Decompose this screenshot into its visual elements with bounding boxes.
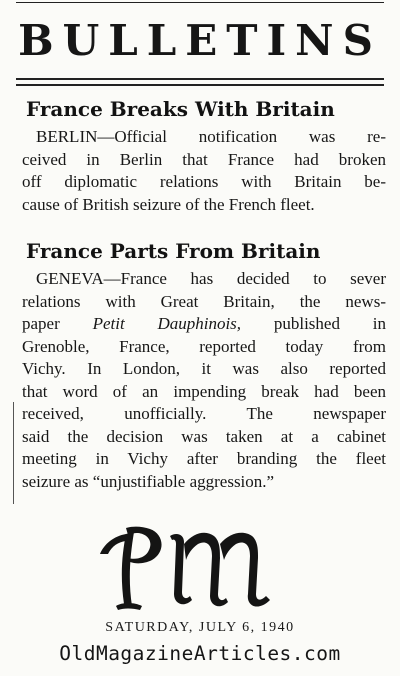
body-line: said the decision was taken at a cabinet	[22, 426, 386, 446]
top-rule	[16, 2, 384, 3]
article-france-parts	[16, 236, 386, 493]
body-line: ceived in Berlin that France had broken	[22, 149, 386, 169]
article-body	[16, 126, 386, 216]
body-line: Vichy. In London, it was also reported	[22, 359, 386, 378]
body-line: off diplomatic relations with Britain be-	[22, 172, 386, 191]
masthead-rule	[16, 84, 384, 86]
margin-rule	[13, 402, 14, 504]
body-line: seizure as “unjustifiable aggression.”	[22, 471, 275, 491]
pm-logo	[86, 514, 316, 612]
article-body	[16, 268, 386, 493]
dateline: SATURDAY, JULY 6, 1940	[105, 620, 295, 635]
body-text: published in	[241, 314, 386, 333]
body-line: cause of British seizure of the French fleet.	[22, 194, 315, 214]
masthead-rule	[16, 78, 384, 80]
body-line: GENEVA—France has decided to sever	[36, 269, 386, 288]
body-line: Grenoble, France, reported today from	[22, 336, 386, 356]
body-line: BERLIN—Official notification was re-	[36, 127, 386, 146]
article-headline: France Parts From Britain	[26, 239, 321, 263]
body-line: that word of an impending break had been	[22, 381, 386, 401]
body-text: paper	[22, 314, 93, 333]
body-line: meeting in Vichy after branding the fleet	[22, 449, 386, 468]
newspaper-name: Petit Dauphinois,	[92, 314, 242, 333]
masthead-title: BULLETINS	[18, 16, 382, 65]
body-line: relations with Great Britain, the news-	[22, 291, 386, 311]
body-line	[22, 313, 386, 336]
article-france-breaks	[16, 94, 386, 216]
article-headline: France Breaks With Britain	[26, 97, 335, 121]
source-watermark: OldMagazineArticles.com	[59, 642, 341, 665]
body-line: received, unofficially. The newspaper	[22, 404, 386, 423]
